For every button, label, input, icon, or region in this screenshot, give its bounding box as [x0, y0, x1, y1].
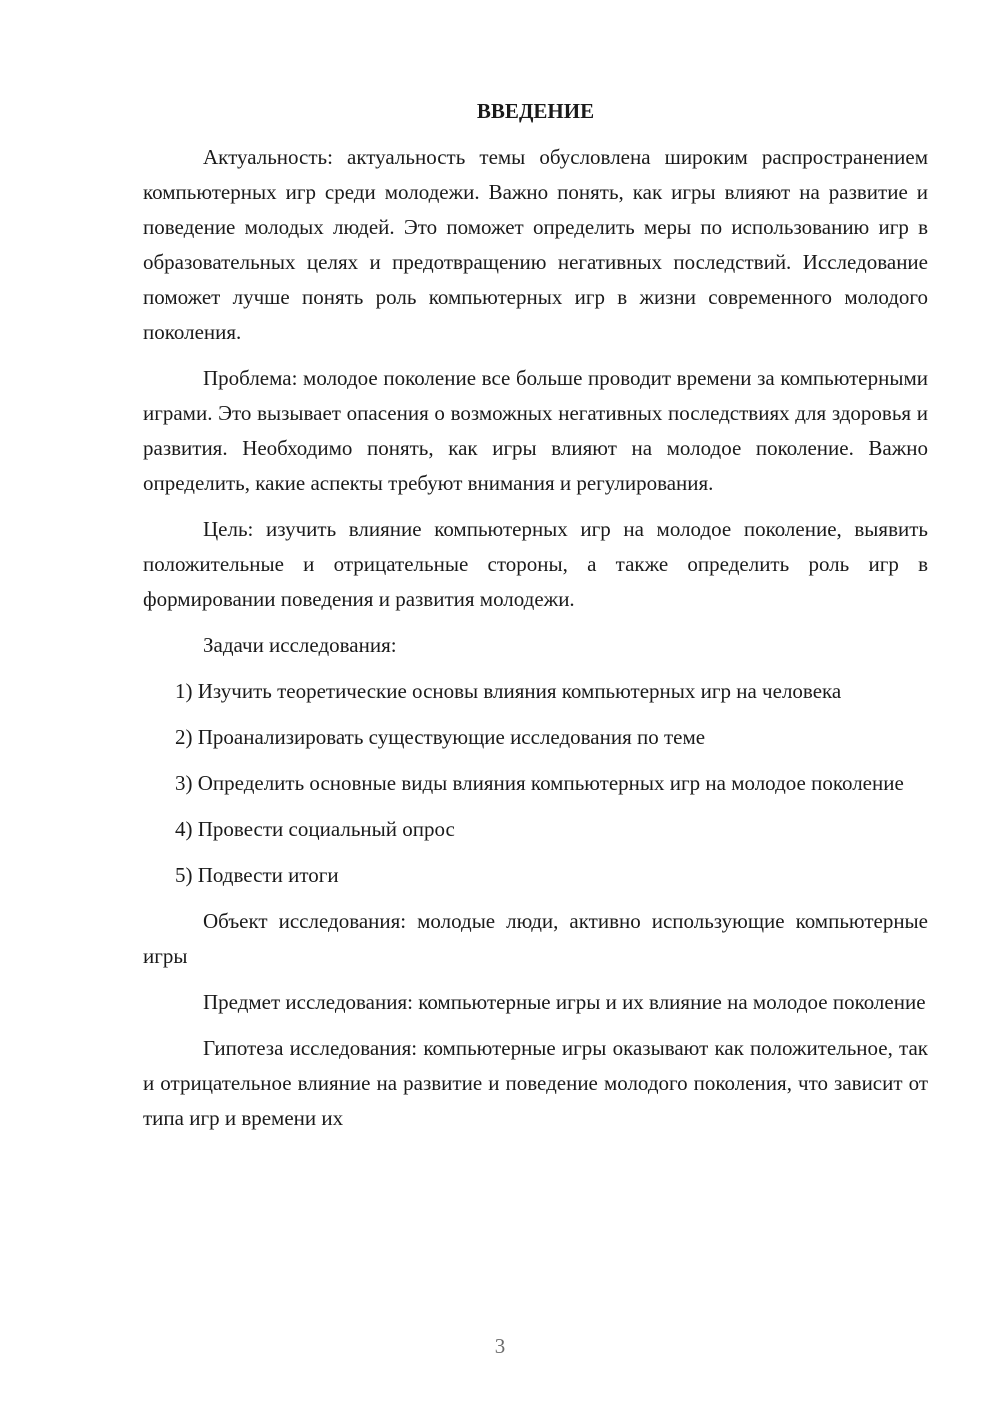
page-number: 3 — [494, 1334, 506, 1358]
object-paragraph: Объект исследования: молодые люди, активно использующие компьютерные игры — [143, 909, 928, 968]
hypothesis-paragraph: Гипотеза исследования: компьютерные игры оказывают как положительное, так и отрицательное влияние на развитие и поведение молодого поколения, что зависит от типа игр и времени их — [143, 1036, 928, 1130]
subject-paragraph: Предмет исследования: компьютерные игры и их влияние на молодое поколение — [203, 990, 926, 1014]
problem-paragraph: Проблема: молодое поколение все больше проводит времени за компьютерными играми. Это вызывает опасения о возможных негативных последствиях для здоровья и развития. Необходимо понять, как игры влияют на молодое поколение. Важно определить, какие аспекты требуют внимания и регулирования. — [143, 366, 928, 495]
task-item: 3) Определить основные виды влияния компьютерных игр на молодое поколение — [175, 771, 904, 795]
tasks-heading: Задачи исследования: — [203, 633, 397, 657]
section-title: ВВЕДЕНИЕ — [476, 99, 595, 123]
page-content — [143, 96, 928, 1147]
relevance-paragraph: Актуальность: актуальность темы обусловлена широким распространением компьютерных игр среди молодежи. Важно понять, как игры влияют на развитие и поведение молодых людей. Это поможет определить меры по использованию игр в образовательных целях и предотвращению негативных последствий. Исследование поможет лучше понять роль компьютерных игр в жизни современного молодого поколения. — [143, 145, 928, 344]
task-item: 5) Подвести итоги — [175, 863, 339, 887]
goal-paragraph: Цель: изучить влияние компьютерных игр на молодое поколение, выявить положительные и отрицательные стороны, а также определить роль игр в формировании поведения и развития молодежи. — [143, 517, 928, 611]
task-item: 4) Провести социальный опрос — [175, 817, 455, 841]
task-item: 2) Проанализировать существующие исследования по теме — [175, 725, 706, 749]
task-item: 1) Изучить теоретические основы влияния компьютерных игр на человека — [175, 679, 842, 703]
